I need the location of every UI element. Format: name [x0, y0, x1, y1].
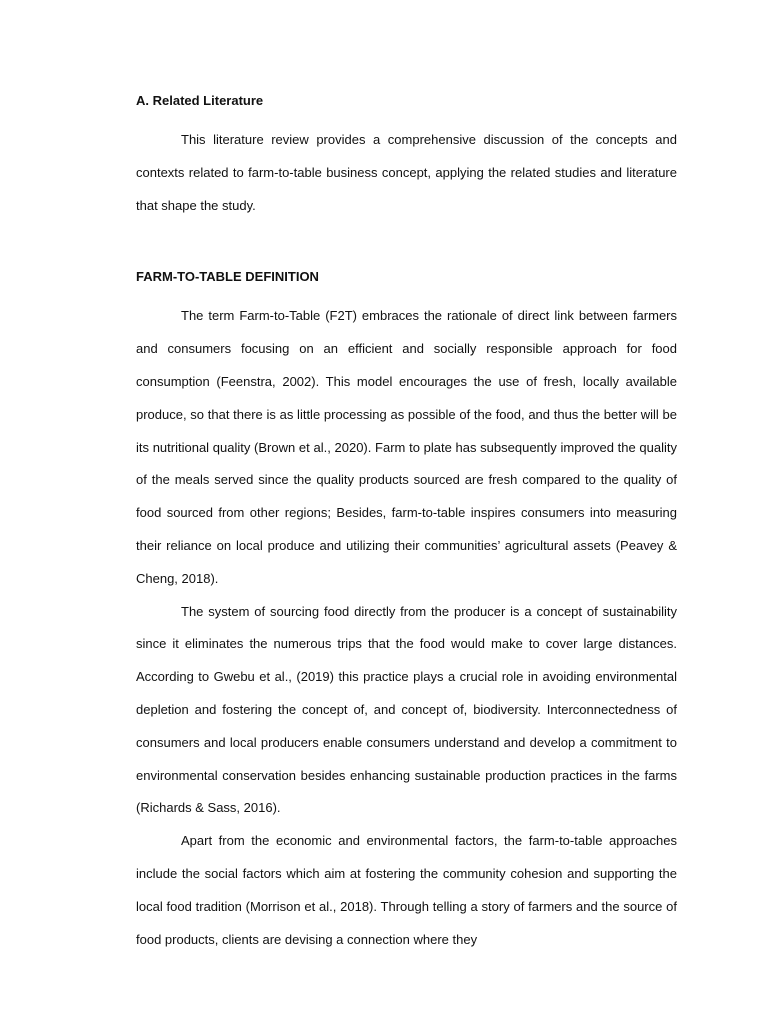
body-paragraph: The system of sourcing food directly from the producer is a concept of sustainability since it eliminates the numerous trips that the food would make to cover large distances. According to Gwebu et al., (2019) this practice plays a crucial role in avoiding environmental depletion and fostering the concept of, and concept of, biodiversity. Interconnectedness of consumers and local producers enable consumers understand and develop a commitment to environmental conservation besides enhancing sustainable production practices in the farms (Richards & Sass, 2016).: [136, 603, 677, 816]
body-paragraph: Apart from the economic and environmental factors, the farm-to-table approaches include the social factors which aim at fostering the community cohesion and supporting the local food tradition (Morrison et al., 2018). Through telling a story of farmers and the source of food products, clients are devising a connection where they: [136, 833, 677, 947]
intro-paragraph: This literature review provides a comprehensive discussion of the concepts and contexts related to farm-to-table business concept, applying the related studies and literature that shape the study.: [136, 132, 677, 213]
body-paragraph: The term Farm-to-Table (F2T) embraces the rationale of direct link between farmers and consumers focusing on an efficient and socially responsible approach for food consumption (Feenstra, 2002). This model encourages the use of fresh, locally available produce, so that there is as little processing as possible of the food, and thus the better will be its nutritional quality (Brown et al., 2020). Farm to plate has subsequently improved the quality of the meals served since the quality products sourced are fresh compared to the quality of food sourced from other regions; Besides, farm-to-table inspires consumers into measuring their reliance on local produce and utilizing their communities’ agricultural assets (Peavey & Cheng, 2018).: [136, 308, 677, 586]
definition-heading: FARM-TO-TABLE DEFINITION: [136, 269, 319, 285]
section-heading: A. Related Literature: [136, 93, 264, 108]
